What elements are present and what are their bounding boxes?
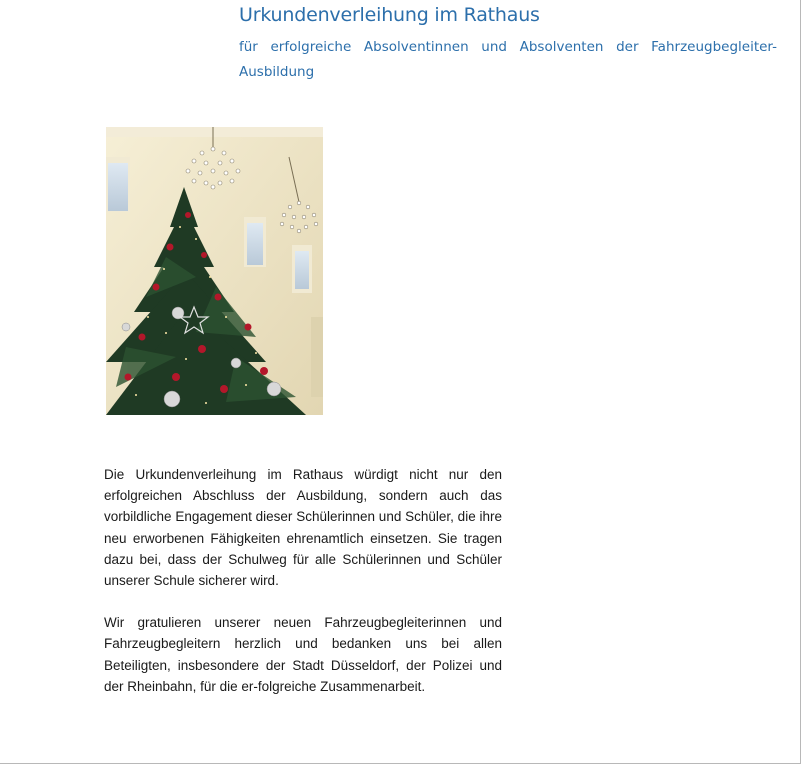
page-edge-right [800,0,801,764]
paragraph-2: Wir gratulieren unserer neuen Fahrzeugbegleiterinnen und Fahrzeugbegleitern herzlich und bedanken uns bei allen Beteiligten, insbesondere der Stadt Düsseldorf, der Polizei und der Rheinbahn, für die er-folgreiche Zusammenarbeit. [104,615,502,694]
page-title: Urkundenverleihung im Rathaus [239,4,540,26]
paragraph-1: Die Urkundenverleihung im Rathaus würdigt nicht nur den erfolgreichen Abschluss der Ausbildung, sondern auch das vorbildliche Engagement dieser Schülerinnen und Schüler, die ihre neu erworbenen Fähigkeiten ehrenamtlich einsetzen. Sie tragen dazu bei, dass der Schulweg für alle Schülerinnen und Schüler unserer Schule sicherer wird. [104,467,502,589]
christmas-tree-photo [106,127,323,415]
article-body [104,464,502,718]
page-edge-bottom [0,763,801,764]
page-subtitle: für erfolgreiche Absolventinnen und Absolventen der Fahrzeugbegleiter-Ausbildung [239,39,777,80]
